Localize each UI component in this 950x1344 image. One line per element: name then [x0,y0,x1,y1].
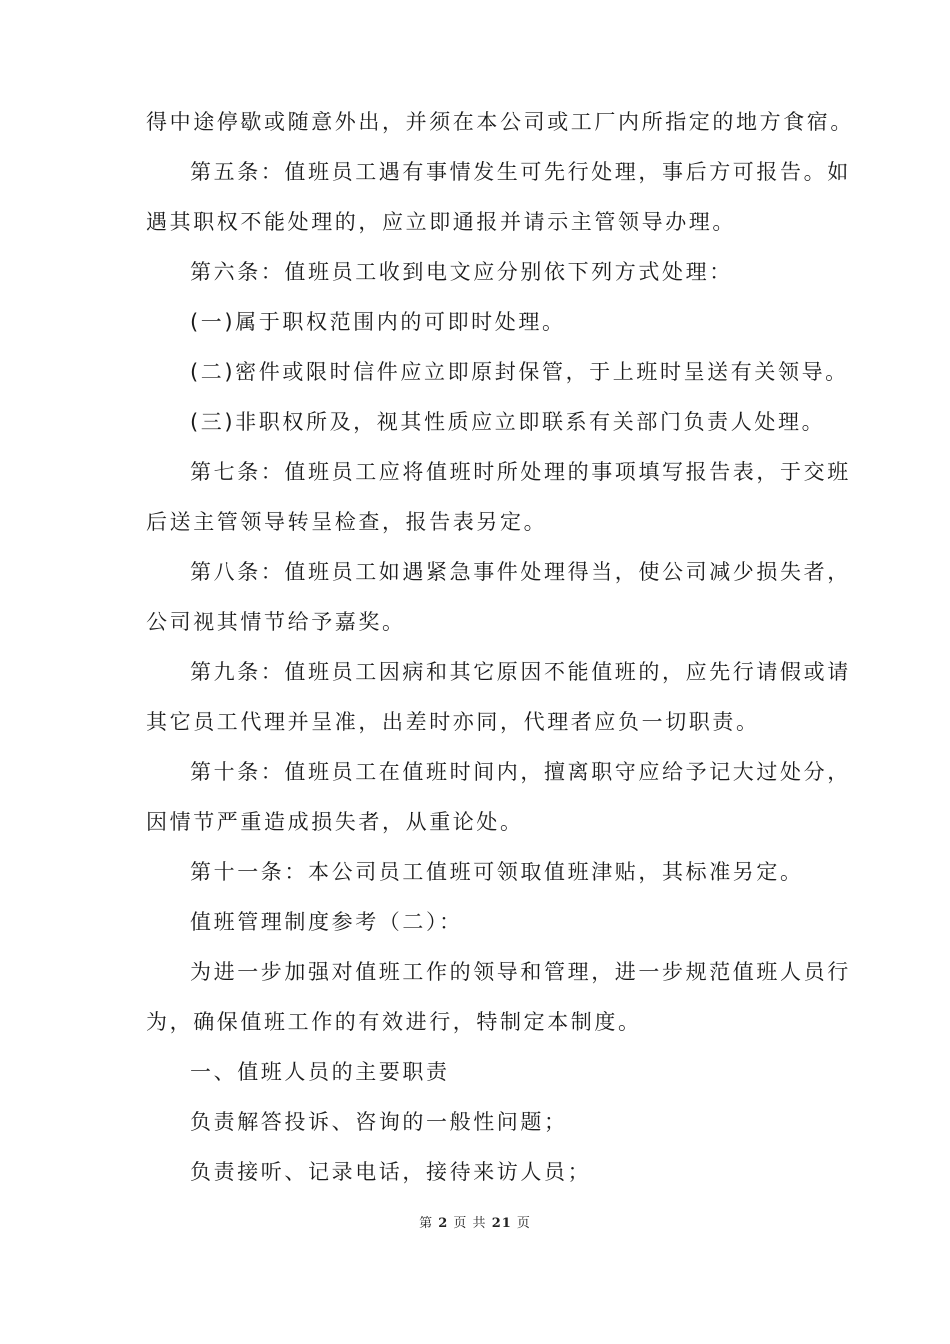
document-body [146,97,854,1197]
paragraph-line: 得中途停歇或随意外出，并须在本公司或工厂内所指定的地方食宿。 [146,110,854,134]
paragraph-line: 第十条：值班员工在值班时间内，擅离职守应给予记大过处分， [190,760,851,784]
footer-suffix: 页 [516,1216,531,1231]
paragraph-line: 因情节严重造成损失者，从重论处。 [146,810,524,834]
paragraph-line: (二)密件或限时信件应立即原封保管，于上班时呈送有关领导。 [190,360,849,384]
paragraph-line: 遇其职权不能处理的，应立即通报并请示主管领导办理。 [146,210,736,234]
paragraph-line: 为进一步加强对值班工作的领导和管理，进一步规范值班人员行 [190,960,851,984]
current-page-number: 2 [438,1216,449,1231]
list-item: 负责解答投诉、咨询的一般性问题； [190,1110,568,1134]
paragraph-line: 第七条：值班员工应将值班时所处理的事项填写报告表，于交班 [190,460,851,484]
paragraph-line: 第九条：值班员工因病和其它原因不能值班的，应先行请假或请 [190,660,851,684]
paragraph-line: 第六条：值班员工收到电文应分别依下列方式处理： [190,260,733,284]
paragraph-line: 第十一条：本公司员工值班可领取值班津贴，其标准另定。 [190,860,804,884]
subsection-heading: 一、值班人员的主要职责 [190,1060,450,1084]
paragraph-line: (三)非职权所及，视其性质应立即联系有关部门负责人处理。 [190,410,826,434]
section-heading: 值班管理制度参考（二）： [190,910,463,934]
paragraph-line: 其它员工代理并呈准，出差时亦同，代理者应负一切职责。 [146,710,760,734]
paragraph-line: 后送主管领导转呈检查，报告表另定。 [146,510,548,534]
list-item: 负责接听、记录电话，接待来访人员； [190,1160,592,1184]
paragraph-line: 第五条：值班员工遇有事情发生可先行处理，事后方可报告。如 [190,160,851,184]
footer-middle: 页 共 [453,1216,487,1231]
page-footer [0,1212,950,1231]
footer-prefix: 第 [419,1216,434,1231]
paragraph-line: (一)属于职权范围内的可即时处理。 [190,310,566,334]
paragraph-line: 为，确保值班工作的有效进行，特制定本制度。 [146,1010,642,1034]
paragraph-line: 公司视其情节给予嘉奖。 [146,610,406,634]
paragraph-line: 第八条：值班员工如遇紧急事件处理得当，使公司减少损失者， [190,560,851,584]
total-pages-number: 21 [491,1216,512,1231]
